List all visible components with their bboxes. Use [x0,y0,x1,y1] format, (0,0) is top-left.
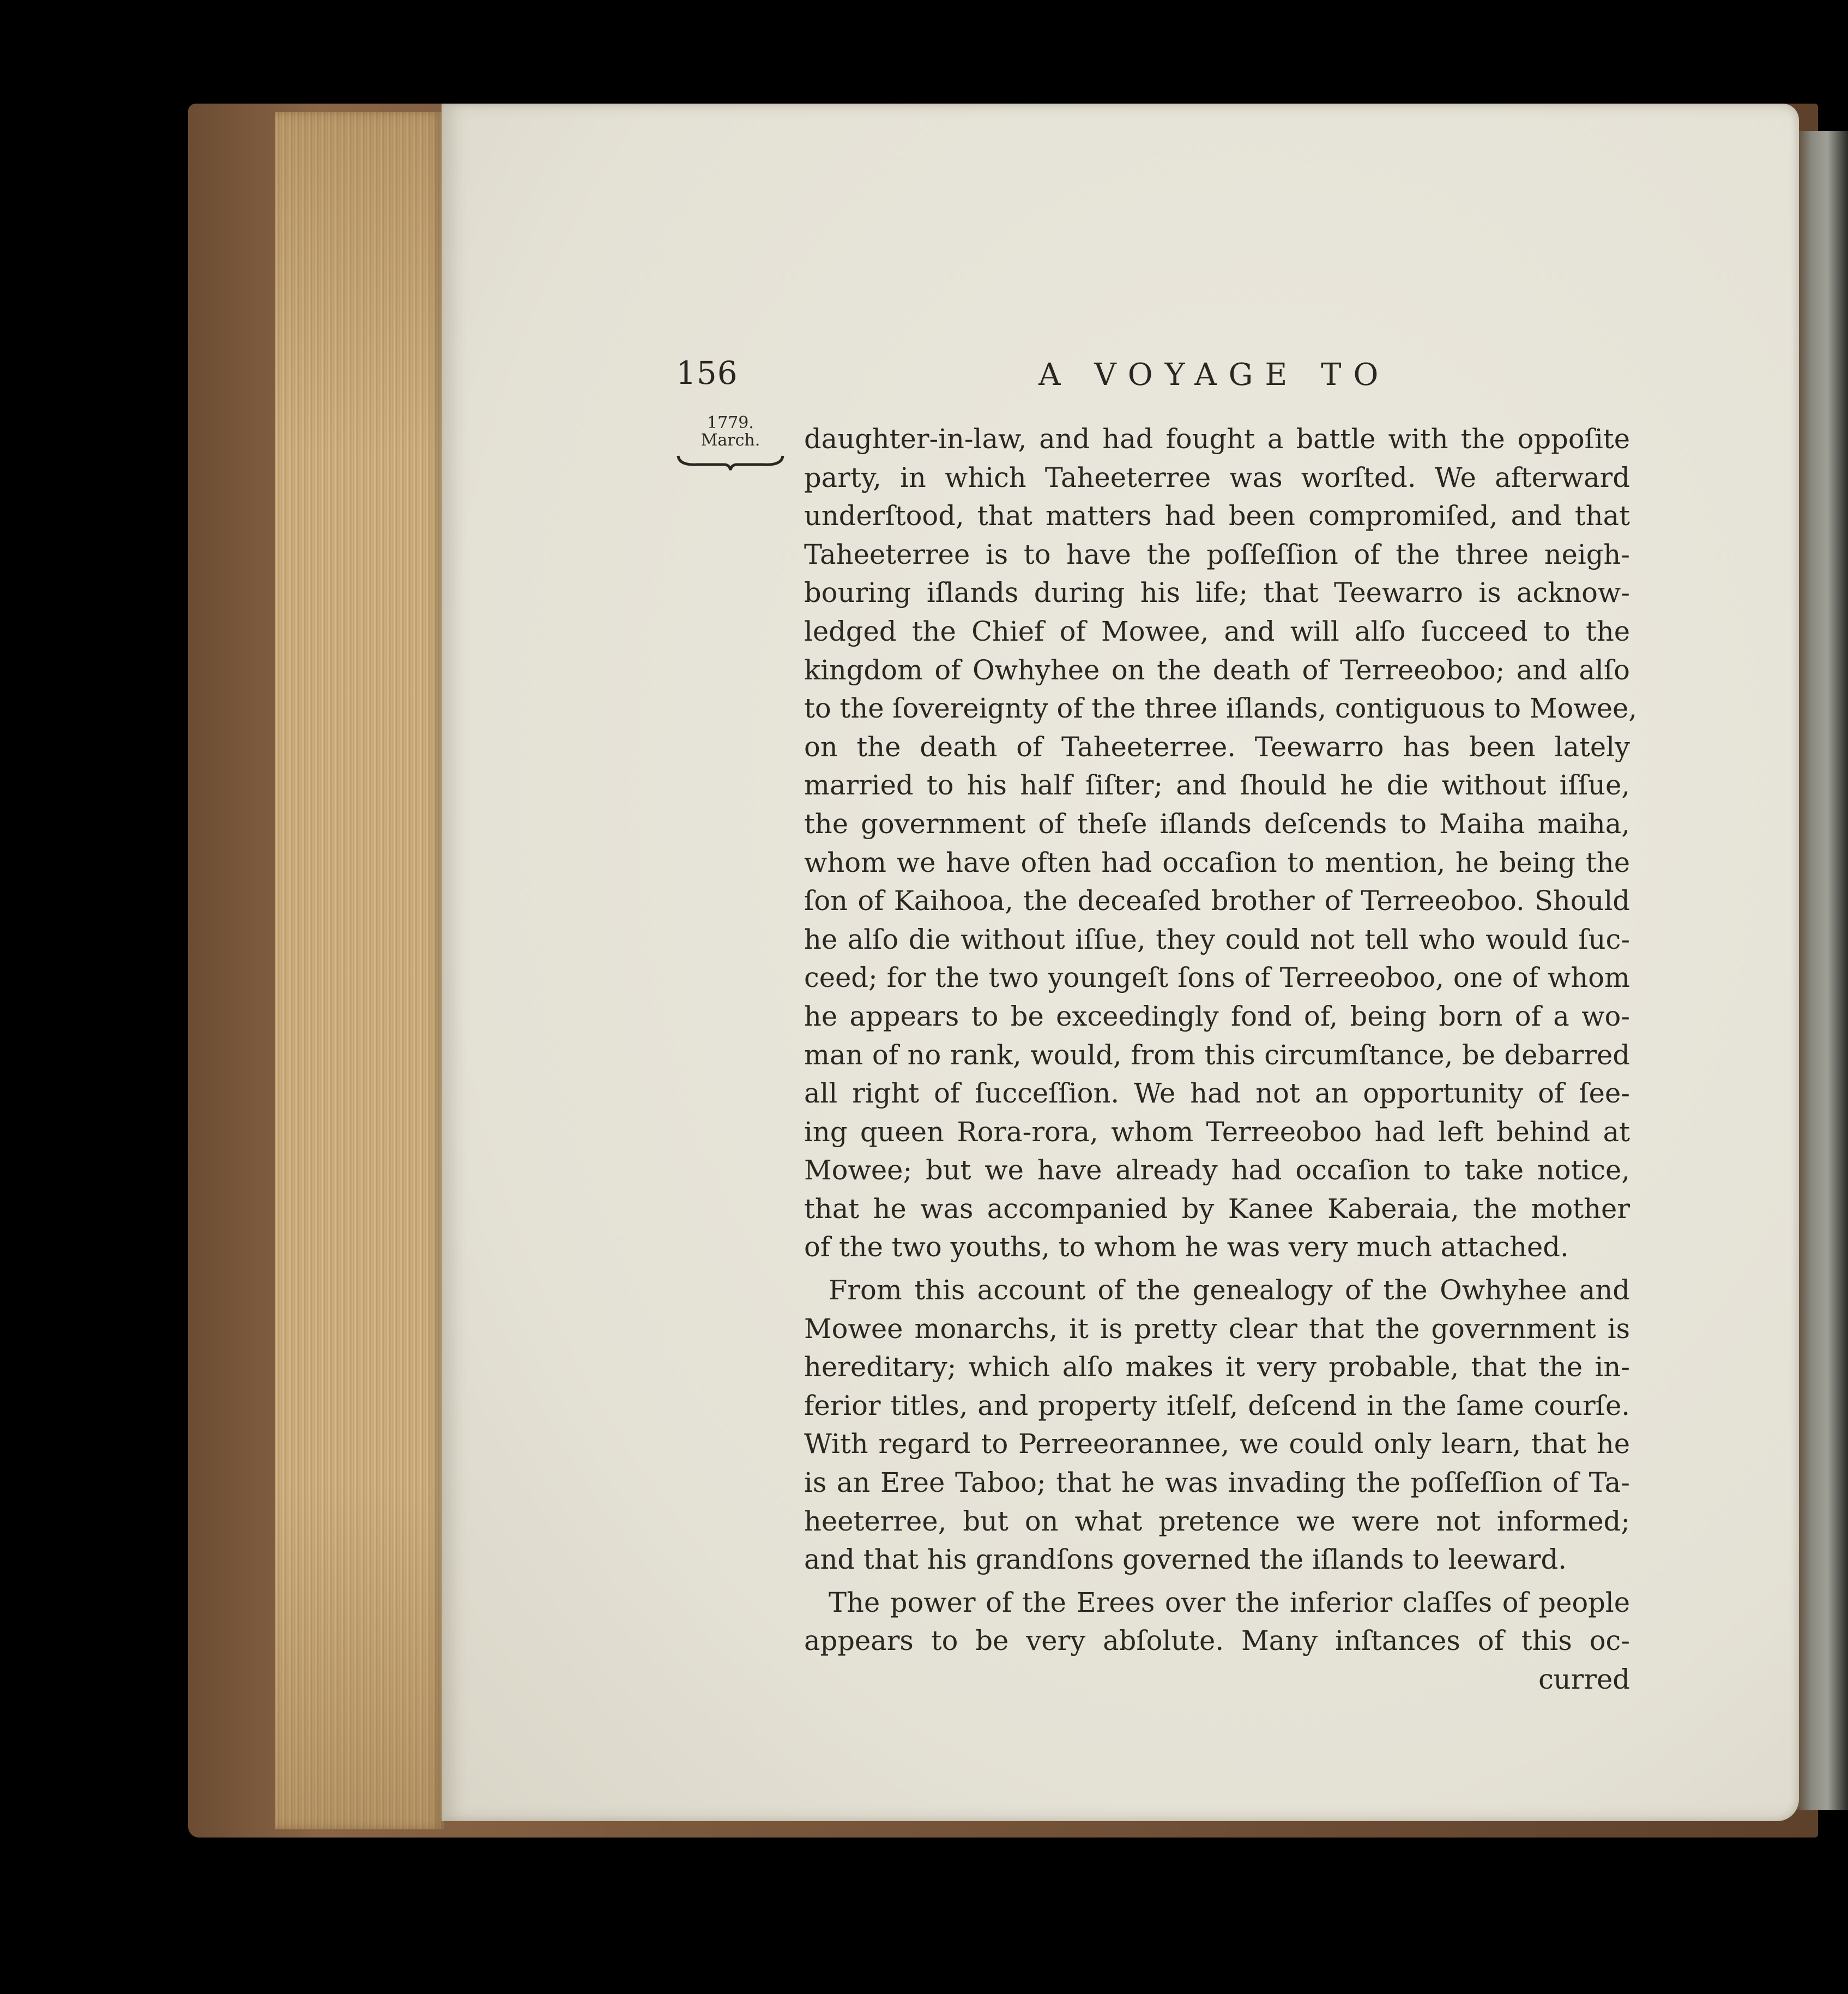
margin-year: 1779. [707,413,754,432]
text-line: on the death of Taheeterree. Teewarro has been lately [804,731,1630,763]
text-line: bouring iſlands during his life; that Teewarro is acknow- [804,577,1630,609]
text-line: Mowee; but we have already had occaſion to take notice, [804,1154,1630,1186]
text-line: heeterree, but on what pretence we were not informed; [804,1505,1630,1537]
text-line: ferior titles, and property itſelf, deſcend in the ſame courſe. [804,1389,1630,1421]
paragraph-1 [804,420,1638,1267]
text-line: hereditary; which alſo makes it very probable, that the in- [804,1351,1630,1383]
brace-ornament-icon [676,453,785,472]
text-line: of the two youths, to whom he was very much attached. [804,1231,1569,1263]
text-line: he alſo die without iſſue, they could not tell who would ſuc- [804,923,1630,955]
text-line: Mowee monarchs, it is pretty clear that the government is [804,1312,1630,1345]
catchword: curred [1538,1664,1630,1695]
text-line: From this account of the genealogy of the Owhyhee and [829,1274,1630,1306]
margin-date-note [676,414,785,472]
text-line: ledged the Chief of Mowee, and will alſo ſucceed to the [804,615,1630,647]
text-line: underſtood, that matters had been compromiſed, and that [804,500,1630,532]
text-line: he appears to be exceedingly fond of, being born of a wo- [804,1000,1630,1032]
text-line: man of no rank, would, from this circumſtance, be debarred [804,1039,1630,1071]
text-line: kingdom of Owhyhee on the death of Terreeoboo; and alſo [804,654,1630,686]
text-line: whom we have often had occaſion to mention, he being the [804,846,1630,878]
text-line: the government of theſe iſlands deſcends to Maiha maiha, [804,808,1630,840]
running-head: A VOYAGE TO [1038,357,1391,393]
page-number: 156 [676,354,738,391]
text-line: that he was accompanied by Kanee Kaberaia, the mother [804,1192,1630,1225]
body-text [804,420,1638,1699]
text-line: ſon of Kaihooa, the deceaſed brother of Terreeoboo. Should [804,885,1630,917]
text-line: is an Eree Taboo; that he was invading the poſſeſſion of Ta- [804,1467,1630,1499]
text-line: ceed; for the two youngeſt ſons of Terreeoboo, one of whom [804,962,1630,994]
paragraph-2 [804,1271,1630,1579]
margin-month: March. [700,431,760,450]
text-line: appears to be very abſolute. Many inſtances of this oc- [804,1625,1630,1657]
text-line: daughter-in-law, and had fought a battle with the oppoſite [804,423,1630,455]
text-line: With regard to Perreeorannee, we could only learn, that he [804,1428,1630,1460]
page-block-edge [275,112,444,1829]
paragraph-3 [804,1583,1630,1660]
text-line: married to his half ſiſter; and ſhould he die without iſſue, [804,769,1630,802]
text-line: Taheeterree is to have the poſſeſſion of the three neigh- [804,538,1630,570]
facing-page-edge [1796,131,1848,1810]
text-line: party, in which Taheeterree was worſted. We afterward [804,461,1630,493]
text-line: The power of the Erees over the inferior claſſes of people [829,1586,1630,1618]
text-line: all right of ſucceſſion. We had not an opportunity of ſee- [804,1077,1630,1110]
text-line: and that his grandſons governed the iſlands to leeward. [804,1544,1567,1576]
text-line: to the ſovereignty of the three iſlands, contiguous to Mowee, [804,692,1638,725]
text-line: ing queen Rora-rora, whom Terreeoboo had left behind at [804,1116,1630,1148]
